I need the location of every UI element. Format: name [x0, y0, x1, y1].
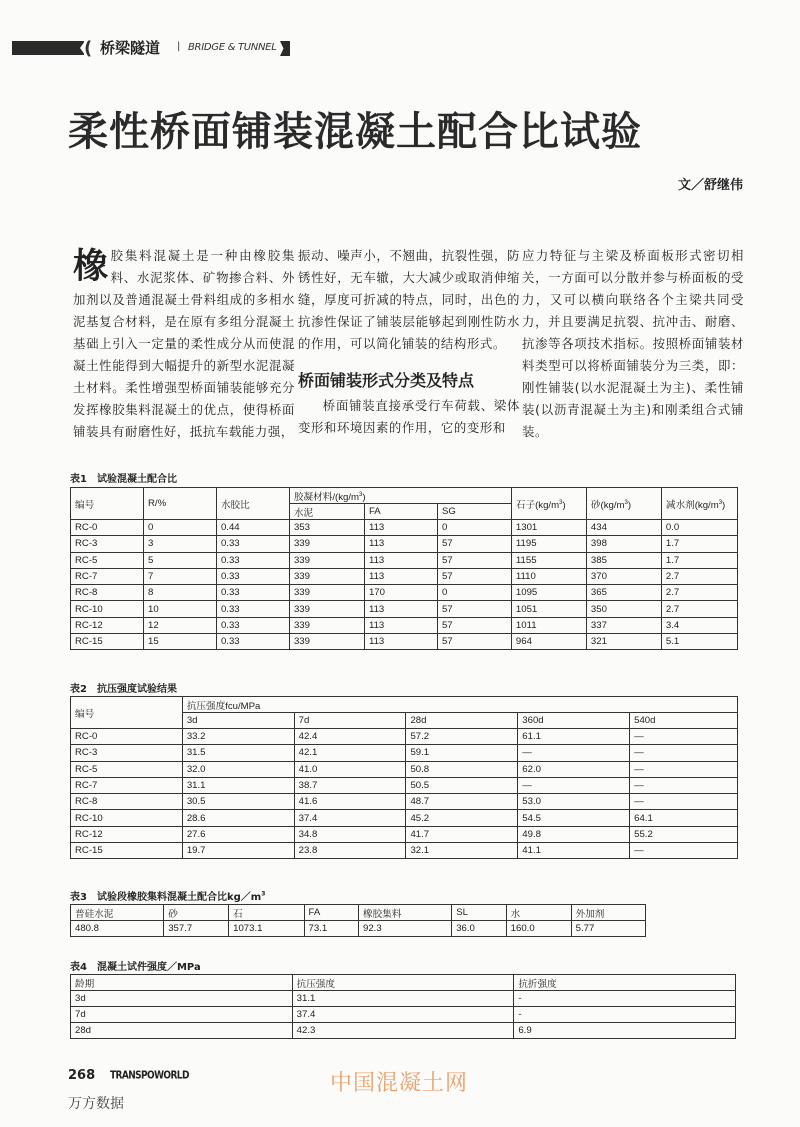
section-heading: 桥面铺装形式分类及特点 — [298, 371, 475, 390]
table-cell: 2.7 — [661, 568, 737, 584]
body-column-3 — [522, 245, 744, 443]
table-cell: 1095 — [511, 585, 586, 601]
table-cell: 113 — [364, 520, 437, 536]
table-cell: - — [514, 1007, 736, 1023]
table-cell: 398 — [586, 536, 661, 552]
header-column: 龄期 — [71, 975, 293, 991]
body-column-1 — [73, 245, 295, 443]
table-cell: 61.1 — [518, 729, 630, 745]
table-row — [71, 745, 738, 761]
header-banner-bar — [12, 41, 84, 55]
table-cell: 339 — [289, 601, 364, 617]
table-row — [71, 1007, 736, 1023]
table-cell: 48.7 — [406, 794, 518, 810]
table-cell: 339 — [289, 568, 364, 584]
paragraph-properties: 振动、噪声小，不翘曲，抗裂性强，防锈性好，无车辙，大大减少或取消伸缩缝，厚度可折减的特点，同时，出色的抗渗性保证了铺装层能够起到刚性防水的作用，可以简化铺装的结构形式。 — [298, 248, 520, 351]
table-cell: 2.7 — [661, 601, 737, 617]
table-cell: 7d — [71, 1007, 293, 1023]
header-age: 540d — [630, 713, 738, 729]
magazine-name: TRANSPOWORLD — [110, 1070, 189, 1082]
table-cell: 32.1 — [406, 843, 518, 859]
table-cell: 5.77 — [571, 921, 645, 937]
header-column: 抗折强度 — [514, 975, 736, 991]
header-material: 石 — [229, 905, 304, 921]
table-cell: 32.0 — [182, 761, 294, 777]
table-cell: 92.3 — [359, 921, 452, 937]
table4-caption: 表4 混凝土试件强度／MPa — [70, 962, 201, 973]
page-number: 268 — [68, 1068, 96, 1083]
table-cell: 337 — [586, 617, 661, 633]
header-material: 橡胶集料 — [359, 905, 452, 921]
table-row — [71, 991, 736, 1007]
table-cell: — — [518, 745, 630, 761]
table-row — [71, 617, 738, 633]
table-cell: 3.4 — [661, 617, 737, 633]
table-cell: 41.6 — [294, 794, 406, 810]
table-cell: 38.7 — [294, 777, 406, 793]
header-r: R/% — [143, 488, 216, 520]
table-row — [71, 601, 738, 617]
header-sg: SG — [437, 504, 511, 520]
header-id: 编号 — [71, 488, 144, 520]
table-cell: 321 — [586, 634, 661, 650]
table-cell: 0.33 — [216, 601, 289, 617]
table-cell: 57 — [437, 568, 511, 584]
table-cell: 5 — [143, 552, 216, 568]
table-cell: 57 — [437, 617, 511, 633]
table-cell: 28d — [71, 1023, 293, 1039]
table-cell: 0.33 — [216, 568, 289, 584]
source-label: 万方数据 — [68, 1096, 124, 1112]
table-cell: — — [630, 794, 738, 810]
table-cell: 357.7 — [164, 921, 229, 937]
table-cell: 57 — [437, 536, 511, 552]
header-strength-group: 抗压强度fcu/MPa — [182, 697, 737, 713]
table-cell: 49.8 — [518, 826, 630, 842]
table-cell: 12 — [143, 617, 216, 633]
header-age: 360d — [518, 713, 630, 729]
table-cell: 30.5 — [182, 794, 294, 810]
table-row — [71, 1023, 736, 1039]
table-cell: 339 — [289, 634, 364, 650]
table-cell: 31.1 — [292, 991, 514, 1007]
table-cell: 15 — [143, 634, 216, 650]
table-cell: 53.0 — [518, 794, 630, 810]
table-cell: RC-12 — [71, 617, 144, 633]
table-cell: RC-15 — [71, 843, 183, 859]
table-cell: 8 — [143, 585, 216, 601]
table-cell: — — [630, 777, 738, 793]
table-cell: 50.8 — [406, 761, 518, 777]
table-row — [71, 585, 738, 601]
table-row — [71, 552, 738, 568]
table-row — [71, 729, 738, 745]
table-cell: RC-8 — [71, 794, 183, 810]
header-binder-group: 胶凝材料$/(kg/m^3)$ — [289, 488, 511, 504]
table-cell: 1.7 — [661, 552, 737, 568]
table-specimen-strength — [70, 974, 736, 1039]
table-cell: 339 — [289, 536, 364, 552]
header-column: 抗压强度 — [292, 975, 514, 991]
table3-caption: 表3 试验段橡胶集料混凝土配合比$kg/m^3$ — [70, 890, 266, 903]
table-mix-proportion — [70, 487, 738, 650]
table-cell: 0.33 — [216, 617, 289, 633]
header-material: 外加剂 — [571, 905, 645, 921]
table-cell: 42.4 — [294, 729, 406, 745]
table-row — [71, 794, 738, 810]
table-cell: RC-10 — [71, 810, 183, 826]
table-cell: 365 — [586, 585, 661, 601]
table-row — [71, 777, 738, 793]
table-trial-section-mix — [70, 904, 646, 937]
table-cell: 160.0 — [506, 921, 571, 937]
header-material: 砂 — [164, 905, 229, 921]
table-row — [71, 520, 738, 536]
table-cell: 113 — [364, 536, 437, 552]
table-cell: 62.0 — [518, 761, 630, 777]
table-cell: 1051 — [511, 601, 586, 617]
table-cell: 0 — [437, 585, 511, 601]
table-cell: 73.1 — [304, 921, 358, 937]
table-cell: 50.5 — [406, 777, 518, 793]
header-age: 28d — [406, 713, 518, 729]
header-id: 编号 — [71, 697, 183, 729]
table-cell: RC-7 — [71, 568, 144, 584]
table-cell: 7 — [143, 568, 216, 584]
table-cell: RC-0 — [71, 520, 144, 536]
table-cell: 19.7 — [182, 843, 294, 859]
table-cell: — — [630, 843, 738, 859]
table-row — [71, 761, 738, 777]
header-reducer: 减水剂$(kg/m^3)$ — [661, 488, 737, 520]
table-cell: 1155 — [511, 552, 586, 568]
table-cell: 0.0 — [661, 520, 737, 536]
table-cell: 0.33 — [216, 634, 289, 650]
header-material: SL — [452, 905, 506, 921]
table-cell: 1195 — [511, 536, 586, 552]
section-separator: | — [177, 41, 181, 52]
table-cell: 0.33 — [216, 552, 289, 568]
table2-caption: 表2 抗压强度试验结果 — [70, 684, 177, 695]
table-cell: 6.9 — [514, 1023, 736, 1039]
table-cell: 41.7 — [406, 826, 518, 842]
table-row — [71, 634, 738, 650]
table-cell: 37.4 — [294, 810, 406, 826]
table-cell: 31.1 — [182, 777, 294, 793]
table-cell: — — [630, 761, 738, 777]
table-cell: — — [518, 777, 630, 793]
table-cell: RC-8 — [71, 585, 144, 601]
header-material: 普硅水泥 — [71, 905, 164, 921]
header-fa: FA — [364, 504, 437, 520]
header-age: 3d — [182, 713, 294, 729]
table-cell: 36.0 — [452, 921, 506, 937]
table-cell: — — [630, 745, 738, 761]
table-row — [71, 843, 738, 859]
table-cell: 34.8 — [294, 826, 406, 842]
table-row — [71, 826, 738, 842]
watermark: 中国混凝土网 — [330, 1071, 469, 1096]
paragraph-paving-continued: 应力特征与主梁及桥面板形式密切相关，一方面可以分散并参与桥面板的受力，又可以横向联络各个主梁共同受力，并且要满足抗裂、抗冲击、耐磨、抗渗等各项技术指标。按照桥面铺装材料类型可以将桥面铺装分为三类，即：刚性铺装(以水泥混凝土为主)、柔性铺装(以沥青混凝土为主)和刚柔组合式铺装。 — [522, 248, 744, 439]
table-cell: 37.4 — [292, 1007, 514, 1023]
table-cell: RC-12 — [71, 826, 183, 842]
table-cell: 42.1 — [294, 745, 406, 761]
table-cell: 113 — [364, 601, 437, 617]
table-cell: 113 — [364, 552, 437, 568]
table-cell: 45.2 — [406, 810, 518, 826]
table-cell: 480.8 — [71, 921, 164, 937]
table-cell: 54.5 — [518, 810, 630, 826]
table-cell: 10 — [143, 601, 216, 617]
table-cell: 113 — [364, 617, 437, 633]
table-cell: 31.5 — [182, 745, 294, 761]
table-cell: 27.6 — [182, 826, 294, 842]
table-cell: 0.44 — [216, 520, 289, 536]
paragraph-intro: 胶集料混凝土是一种由橡胶集料、水泥浆体、矿物掺合料、外加剂以及普通混凝土骨料组成的多相水泥基复合材料，是在原有多组分混凝土基础上引入一定量的柔性成分从而使混凝土性能得到大幅提升的新型水泥混凝土材料。柔性增强型桥面铺装能够充分发挥橡胶集料混凝土的优点，使得桥面铺装具有耐磨性好，抵抗车载能力强， — [73, 248, 295, 439]
section-label-en: BRIDGE & TUNNEL — [188, 42, 277, 53]
header-stone: 石子$(kg/m^3)$ — [511, 488, 586, 520]
article-title: 柔性桥面铺装混凝土配合比试验 — [68, 109, 642, 155]
table-cell: 55.2 — [630, 826, 738, 842]
table-cell: 57 — [437, 634, 511, 650]
paragraph-paving: 桥面铺装直接承受行车荷载、梁体变形和环境因素的作用，它的变形和 — [298, 398, 520, 435]
drop-cap: 橡 — [73, 247, 109, 287]
table-cell: 353 — [289, 520, 364, 536]
table-cell: 57 — [437, 552, 511, 568]
table-cell: 113 — [364, 568, 437, 584]
table-cell: 3 — [143, 536, 216, 552]
article-author: 文／舒继伟 — [677, 178, 743, 193]
table-row — [71, 536, 738, 552]
table-cell: 59.1 — [406, 745, 518, 761]
table-cell: RC-3 — [71, 536, 144, 552]
table-cell: 964 — [511, 634, 586, 650]
header-material: 水 — [506, 905, 571, 921]
table-cell: 0 — [437, 520, 511, 536]
table-cell: 42.3 — [292, 1023, 514, 1039]
table-cell: 1011 — [511, 617, 586, 633]
table1-caption: 表1 试验混凝土配合比 — [70, 474, 177, 485]
table-cell: 1.7 — [661, 536, 737, 552]
table-cell: 0.33 — [216, 585, 289, 601]
table-cell: RC-7 — [71, 777, 183, 793]
table-cell: 339 — [289, 585, 364, 601]
table-compressive-strength — [70, 696, 738, 859]
table-row — [71, 810, 738, 826]
table-cell: RC-15 — [71, 634, 144, 650]
table-cell: 28.6 — [182, 810, 294, 826]
table-cell: RC-5 — [71, 552, 144, 568]
table-cell: RC-0 — [71, 729, 183, 745]
table-cell: - — [514, 991, 736, 1007]
table-cell: RC-5 — [71, 761, 183, 777]
table-cell: 339 — [289, 552, 364, 568]
header-sand: 砂$(kg/m^3)$ — [586, 488, 661, 520]
header-bracket-left: ( — [84, 38, 93, 59]
table-cell: 1110 — [511, 568, 586, 584]
table-cell: 5.1 — [661, 634, 737, 650]
header-age: 7d — [294, 713, 406, 729]
table-cell: — — [630, 729, 738, 745]
table-cell: 434 — [586, 520, 661, 536]
table-row — [71, 568, 738, 584]
header-water-binder: 水胶比 — [216, 488, 289, 520]
table-cell: 64.1 — [630, 810, 738, 826]
header-bracket-right — [280, 41, 290, 56]
table-cell: 350 — [586, 601, 661, 617]
table-cell: 113 — [364, 634, 437, 650]
table-cell: 3d — [71, 991, 293, 1007]
table-cell: 41.1 — [518, 843, 630, 859]
header-cement: 水泥 — [289, 504, 364, 520]
table-cell: 170 — [364, 585, 437, 601]
table-cell: 33.2 — [182, 729, 294, 745]
table-cell: 57.2 — [406, 729, 518, 745]
table-cell: 370 — [586, 568, 661, 584]
header-material: FA — [304, 905, 358, 921]
table-cell: RC-10 — [71, 601, 144, 617]
table-cell: 1301 — [511, 520, 586, 536]
table-cell: 385 — [586, 552, 661, 568]
table-cell: 1073.1 — [229, 921, 304, 937]
table-cell: 0 — [143, 520, 216, 536]
table-cell: 57 — [437, 601, 511, 617]
table-cell: 0.33 — [216, 536, 289, 552]
body-column-2 — [298, 245, 520, 439]
section-label-cn: 桥梁隧道 — [100, 39, 161, 57]
table-cell: 23.8 — [294, 843, 406, 859]
table-cell: RC-3 — [71, 745, 183, 761]
table-cell: 2.7 — [661, 585, 737, 601]
table-cell: 339 — [289, 617, 364, 633]
table-cell: 41.0 — [294, 761, 406, 777]
